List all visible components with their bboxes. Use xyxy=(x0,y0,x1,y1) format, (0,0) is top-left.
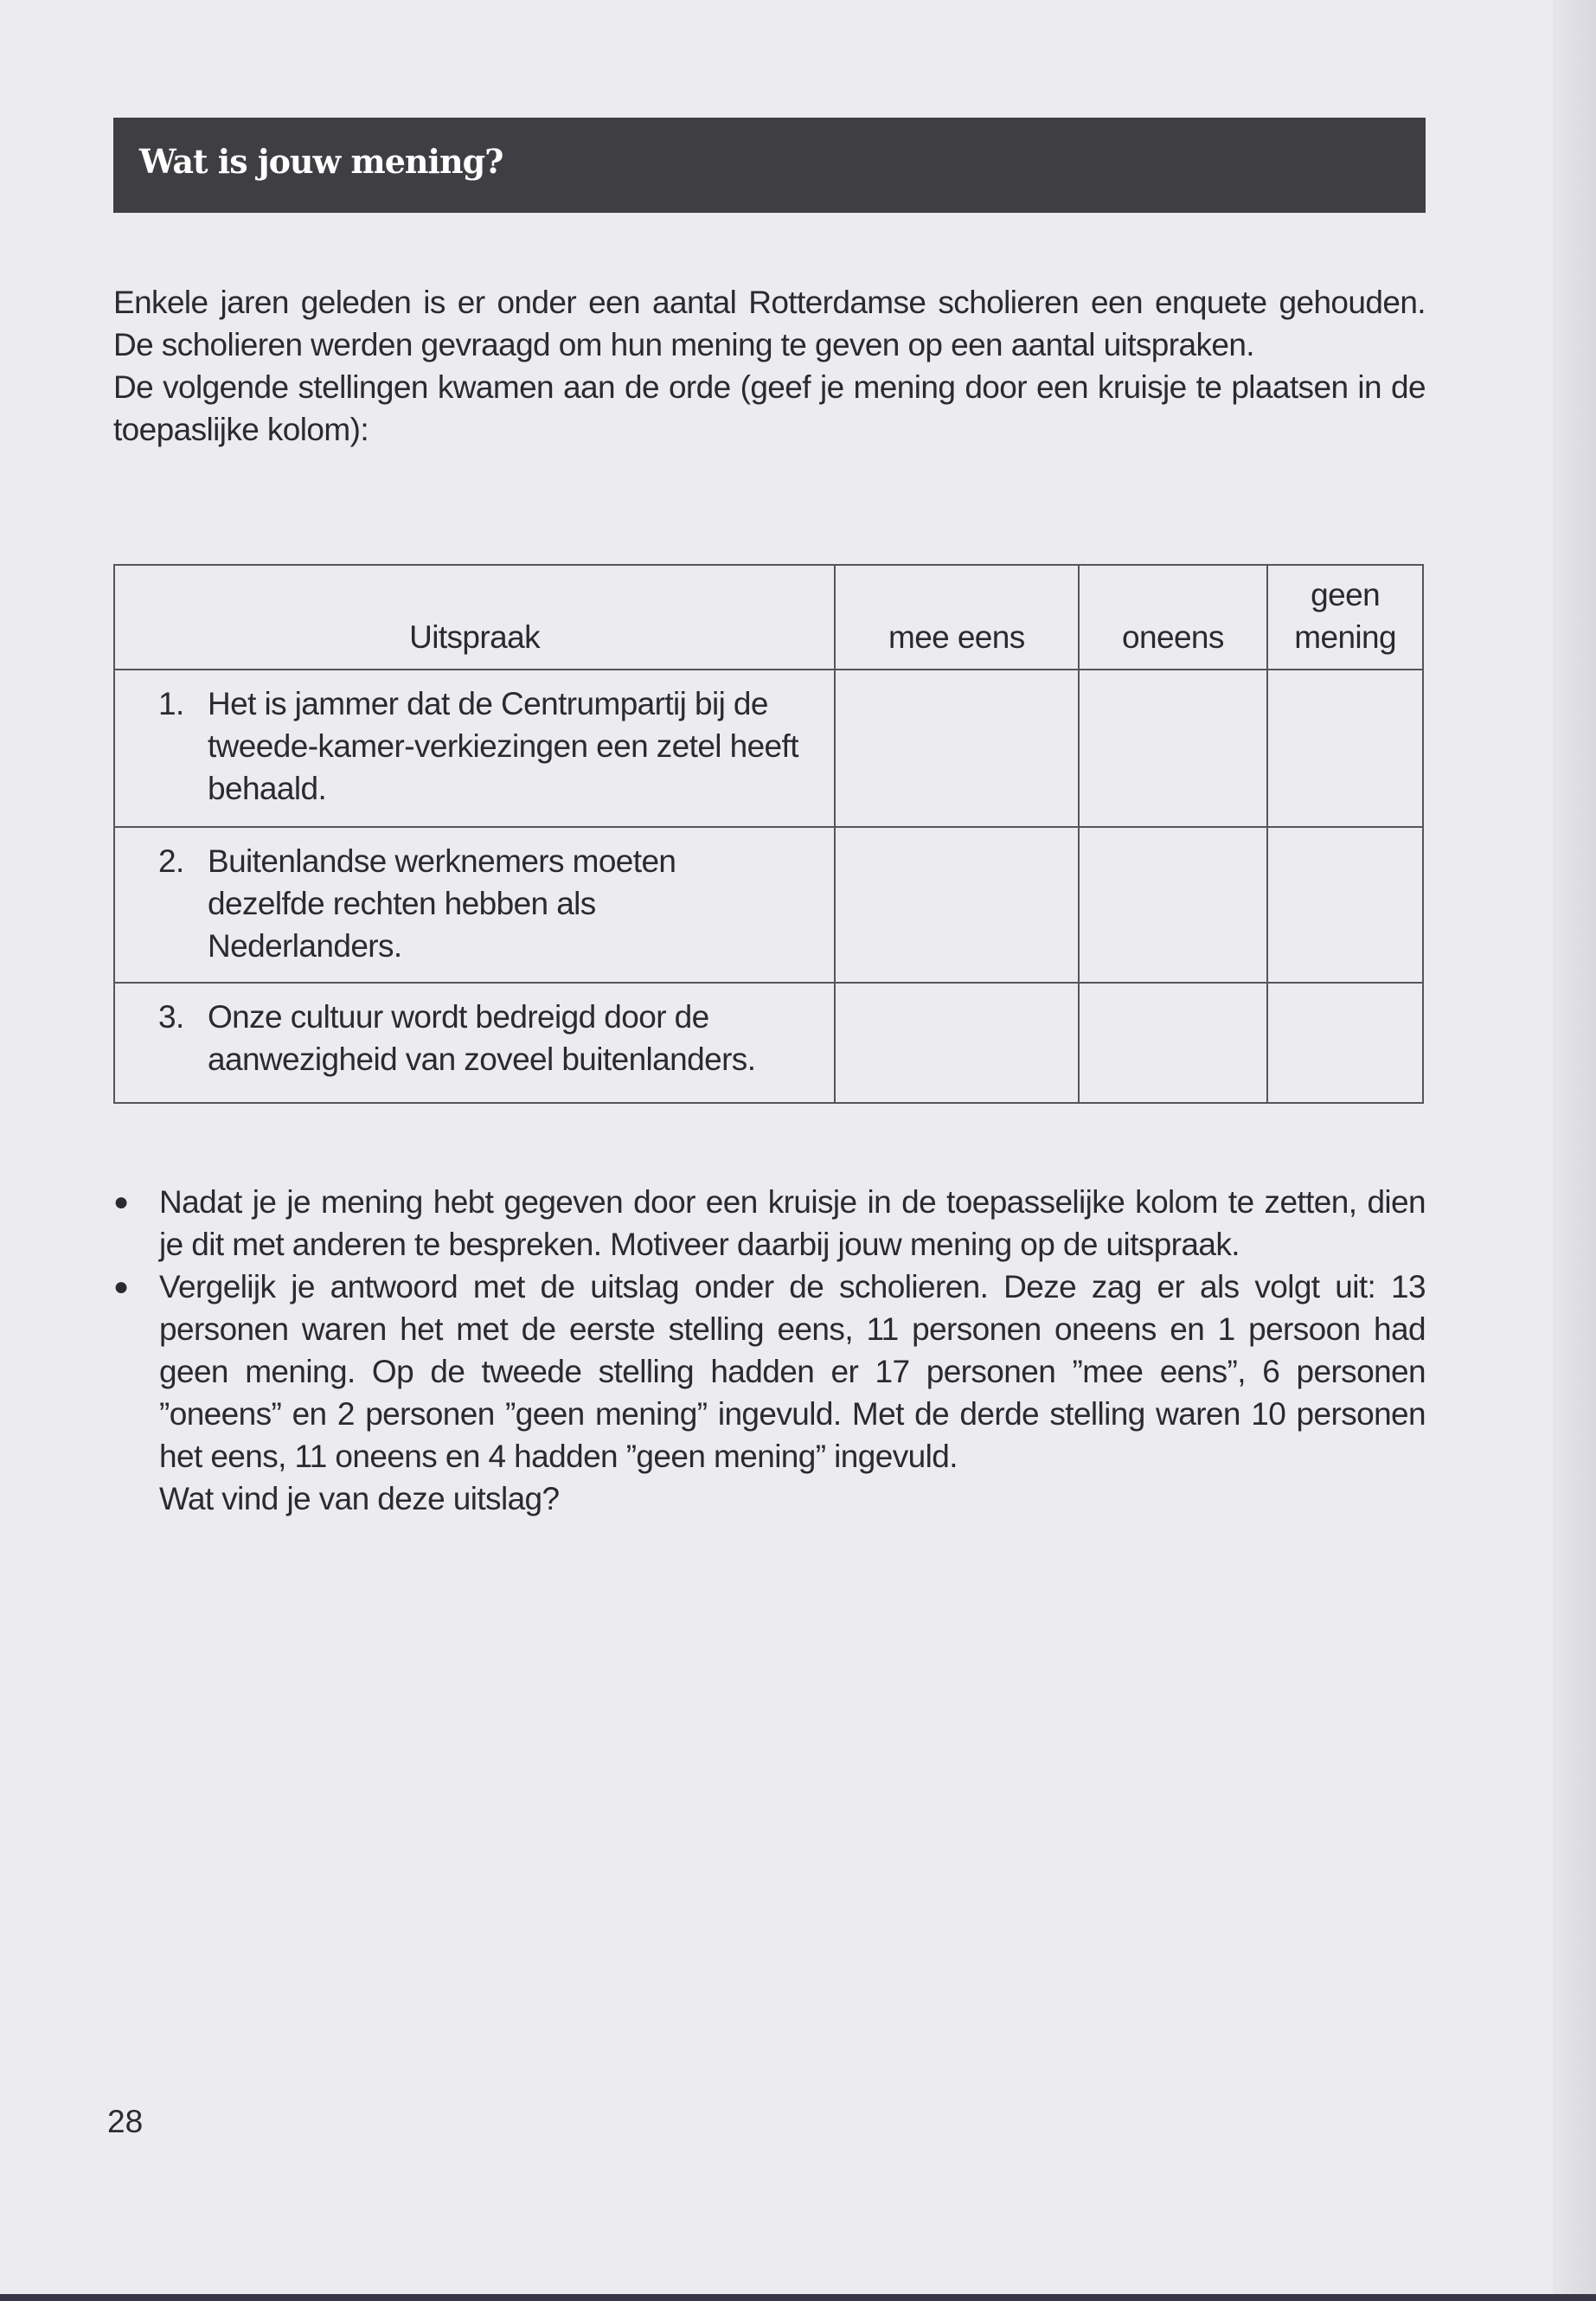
statement-cell xyxy=(114,827,835,983)
bullet-text: Nadat je je mening hebt gegeven door een kruisje in de toepasselijke kolom te zetten, dien je dit met anderen te bespreken. Motiveer daarbij jouw mening op de uitspraak. xyxy=(159,1184,1426,1262)
bullet-dot-icon: ● xyxy=(113,1272,129,1301)
column-header-statement: Uitspraak xyxy=(114,565,835,670)
opinion-table xyxy=(113,564,1424,1104)
agree-checkbox-cell[interactable] xyxy=(835,827,1079,983)
section-header-bar xyxy=(113,118,1426,213)
statement-cell xyxy=(114,983,835,1103)
column-header-no-opinion: geen mening xyxy=(1267,565,1423,670)
statement-text: Het is jammer dat de Centrumpartij bij de tweede-kamer-verkiezingen een zetel heeft behaald. xyxy=(208,686,798,806)
table-row xyxy=(114,827,1423,983)
bullet-dot-icon: ● xyxy=(113,1188,129,1216)
statement-number: 3. xyxy=(158,999,184,1035)
disagree-checkbox-cell[interactable] xyxy=(1079,827,1268,983)
disagree-checkbox-cell[interactable] xyxy=(1079,983,1268,1103)
closing-question: Wat vind je van deze uitslag? xyxy=(159,1481,560,1516)
table-header-row xyxy=(114,565,1423,670)
statement-text: Buitenlandse werknemers moeten dezelfde rechten hebben als Nederlanders. xyxy=(208,843,676,964)
page-number: 28 xyxy=(107,2104,144,2139)
section-title: Wat is jouw mening? xyxy=(139,142,503,181)
intro-text xyxy=(113,281,1426,451)
table-row xyxy=(114,983,1423,1103)
statement-cell xyxy=(114,670,835,827)
disagree-checkbox-cell[interactable] xyxy=(1079,670,1268,827)
no-opinion-checkbox-cell[interactable] xyxy=(1267,670,1423,827)
bullet-text: Vergelijk je antwoord met de uitslag onder de scholieren. Deze zag er als volgt uit: 13 personen waren het met de eerste stelling eens, 11 personen oneens en 1 persoon had geen mening. Op de tweede stelling hadden er 17 personen ”mee eens”, 6 personen ”oneens” en 2 personen ”geen mening” ingevuld. Met de derde stelling waren 10 personen het eens, 11 oneens en 4 hadden ”geen mening” ingevuld. xyxy=(159,1269,1426,1474)
bullet-item xyxy=(113,1266,1426,1520)
no-opinion-checkbox-cell[interactable] xyxy=(1267,827,1423,983)
no-opinion-checkbox-cell[interactable] xyxy=(1267,983,1423,1103)
bullet-list xyxy=(113,1181,1426,1520)
column-header-disagree: oneens xyxy=(1079,565,1268,670)
column-header-agree: mee eens xyxy=(835,565,1079,670)
page-edge-shadow xyxy=(1553,0,1596,2301)
agree-checkbox-cell[interactable] xyxy=(835,983,1079,1103)
instruction-paragraph: De volgende stellingen kwamen aan de orde (geef je mening door een kruisje te plaatsen in de toepaslijke kolom): xyxy=(113,369,1426,447)
intro-paragraph: Enkele jaren geleden is er onder een aantal Rotterdamse scholieren een enquete gehouden. De scholieren werden gevraagd om hun mening te geven op een aantal uitspraken. xyxy=(113,285,1426,362)
statement-text: Onze cultuur wordt bedreigd door de aanwezigheid van zoveel buitenlanders. xyxy=(208,999,756,1077)
bullet-item xyxy=(113,1181,1426,1266)
statement-number: 1. xyxy=(158,686,184,721)
statement-number: 2. xyxy=(158,843,184,879)
table-row xyxy=(114,670,1423,827)
agree-checkbox-cell[interactable] xyxy=(835,670,1079,827)
page-bottom-border xyxy=(0,2294,1596,2301)
